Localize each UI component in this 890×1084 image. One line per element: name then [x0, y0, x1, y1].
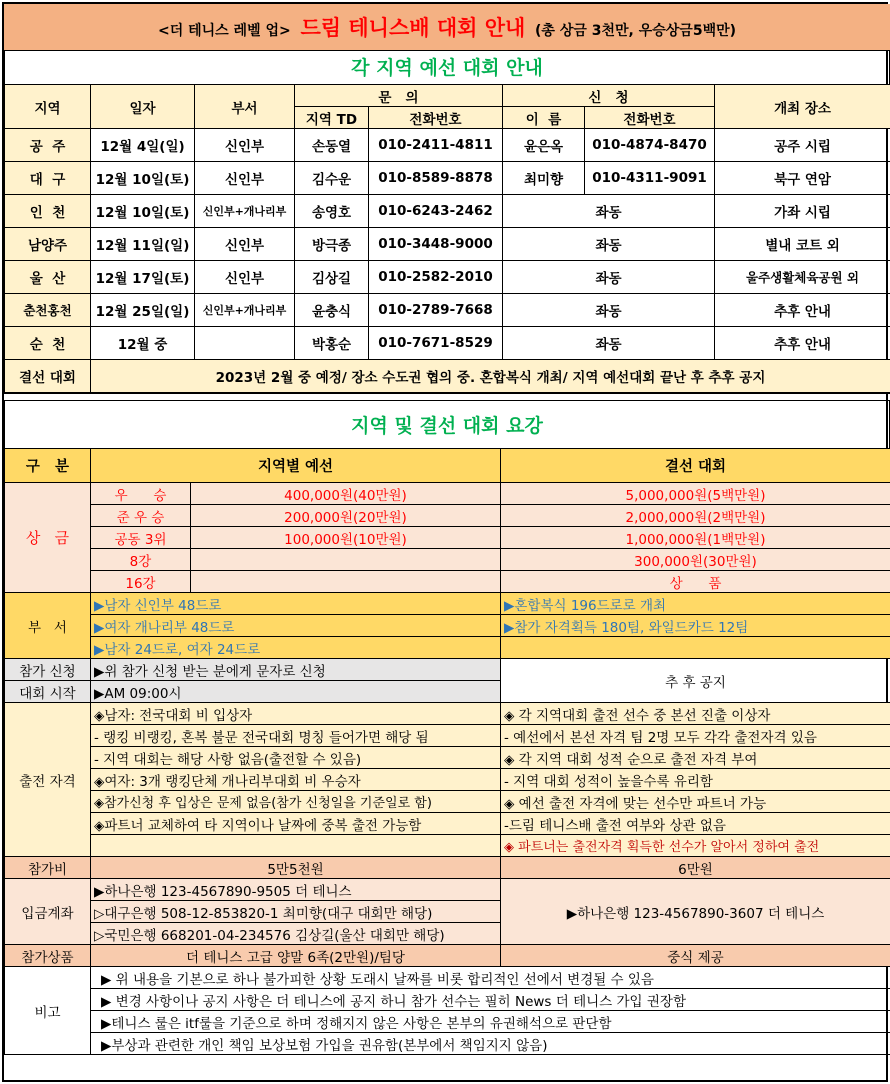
date-cell: 12월 17일(토) — [91, 261, 195, 294]
prize-regional: 200,000원(20만원) — [191, 505, 501, 527]
td-phone-cell: 010-2582-2010 — [369, 261, 503, 294]
region-cell: 공 주 — [5, 129, 91, 162]
notes-item: ▶ 변경 사항이나 공지 사항은 더 테니스에 공지 하니 참가 선수는 필히 News 더 테니스 가입 권장함 — [91, 989, 890, 1011]
account-final: ▶하나은행 123-4567890-3607 더 테니스 — [501, 879, 890, 945]
eligibility-regional-item — [91, 835, 501, 857]
venue-cell: 별내 코트 외 — [715, 228, 890, 261]
prize-rank: 8강 — [91, 549, 191, 571]
col-apply: 신 청 — [503, 85, 715, 107]
division-row — [5, 593, 890, 615]
apply-start-final: 추 후 공지 — [501, 659, 890, 703]
division-cell: 신인부+개나리부 — [195, 294, 295, 327]
division-cell: 신인부 — [195, 228, 295, 261]
apply-same-cell: 좌동 — [503, 261, 715, 294]
eligibility-regional-item: - 랭킹 비랭킹, 혼복 불문 전국대회 명칭 들어가면 해당 됨 — [91, 725, 501, 747]
prize-rank: 공동 3위 — [91, 527, 191, 549]
prize-regional — [191, 571, 501, 593]
col-date: 일자 — [91, 85, 195, 129]
section2-title-bar — [4, 400, 890, 449]
final-label: 결선 대회 — [5, 360, 91, 393]
td-cell: 방극종 — [295, 228, 369, 261]
notes-label: 비고 — [5, 967, 91, 1055]
header-title: 드림 테니스배 대회 안내 — [300, 15, 526, 40]
tournament-notice-sheet — [2, 2, 888, 1082]
notes-item: ▶ 위 내용을 기본으로 하나 불가피한 상황 도래시 날짜를 비롯 합리적인 선에서 변경될 수 있음 — [91, 967, 890, 989]
eligibility-final-item: ◈ 각 지역 대회 성적 순으로 출전 자격 부여 — [501, 747, 890, 769]
rules-table — [4, 448, 890, 1055]
td-cell: 윤충식 — [295, 294, 369, 327]
prize-rank: 준 우 승 — [91, 505, 191, 527]
eligibility-row — [5, 703, 890, 725]
eligibility-regional-item: ◈여자: 3개 랭킹단체 개나리부대회 비 우승자 — [91, 769, 501, 791]
col-final: 결선 대회 — [501, 449, 890, 483]
apply-label: 참가 신청 — [5, 659, 91, 681]
region-cell: 남양주 — [5, 228, 91, 261]
date-cell: 12월 11일(일) — [91, 228, 195, 261]
col-apply-name: 이 름 — [503, 107, 585, 129]
date-cell: 12월 중 — [91, 327, 195, 360]
region-cell: 인 천 — [5, 195, 91, 228]
region-cell: 대 구 — [5, 162, 91, 195]
col-inquiry-td: 지역 TD — [295, 107, 369, 129]
account-regional-item: ▶하나은행 123-4567890-9505 더 테니스 — [91, 879, 501, 901]
td-cell: 송영호 — [295, 195, 369, 228]
eligibility-row — [5, 813, 890, 835]
prize-row — [5, 549, 890, 571]
final-row — [5, 360, 890, 393]
eligibility-regional-item: ◈남자: 전국대회 비 입상자 — [91, 703, 501, 725]
td-cell: 손동열 — [295, 129, 369, 162]
division-final-item: ▶혼합복식 196드로로 개최 — [501, 593, 890, 615]
eligibility-row — [5, 791, 890, 813]
section1-title: 각 지역 예선 대회 안내 — [5, 50, 890, 84]
fee-final: 6만원 — [501, 857, 890, 879]
notes-item: ▶테니스 룰은 itf룰을 기준으로 하며 정해지지 않은 사항은 본부의 유권해석으로 판단함 — [91, 1011, 890, 1033]
fee-label: 참가비 — [5, 857, 91, 879]
prize-label: 상 금 — [5, 483, 91, 593]
td-cell: 박홍순 — [295, 327, 369, 360]
apply-same-cell: 좌동 — [503, 195, 715, 228]
division-row — [5, 615, 890, 637]
start-label: 대회 시작 — [5, 681, 91, 703]
region-cell: 순 천 — [5, 327, 91, 360]
prize-final: 상 품 — [501, 571, 890, 593]
date-cell: 12월 4일(일) — [91, 129, 195, 162]
prize-regional — [191, 549, 501, 571]
fee-row — [5, 857, 890, 879]
prize-regional: 400,000원(40만원) — [191, 483, 501, 505]
apply-name-cell: 윤은옥 — [503, 129, 585, 162]
prize-final: 1,000,000원(1백만원) — [501, 527, 890, 549]
venue-cell: 추후 안내 — [715, 327, 890, 360]
eligibility-final-item: ◈ 예선 출전 자격에 맞는 선수만 파트너 가능 — [501, 791, 890, 813]
prize-final: 2,000,000원(2백만원) — [501, 505, 890, 527]
division-cell — [195, 327, 295, 360]
date-cell: 12월 25일(일) — [91, 294, 195, 327]
division-cell: 신인부+개나리부 — [195, 195, 295, 228]
col-inquiry-phone: 전화번호 — [369, 107, 503, 129]
apply-name-cell: 최미향 — [503, 162, 585, 195]
notes-row — [5, 1011, 890, 1033]
date-cell: 12월 10일(토) — [91, 162, 195, 195]
prize-rank: 우 승 — [91, 483, 191, 505]
venue-cell: 공주 시립 — [715, 129, 890, 162]
gift-row — [5, 945, 890, 967]
apply-phone-cell: 010-4311-9091 — [585, 162, 715, 195]
date-cell: 12월 10일(토) — [91, 195, 195, 228]
td-phone-cell: 010-6243-2462 — [369, 195, 503, 228]
notes-row — [5, 989, 890, 1011]
account-regional-item: ▷국민은행 668201-04-234576 김상길(울산 대회만 해당) — [91, 923, 501, 945]
col-category: 구 분 — [5, 449, 91, 483]
table-row — [5, 327, 890, 360]
col-venue: 개최 장소 — [715, 85, 890, 129]
eligibility-regional-item: - 지역 대회는 해당 사항 없음(출전할 수 있음) — [91, 747, 501, 769]
eligibility-final-item: -드림 테니스배 출전 여부와 상관 없음 — [501, 813, 890, 835]
gift-label: 참가상품 — [5, 945, 91, 967]
eligibility-regional-item: ◈참가신청 후 입상은 문제 없음(참가 신청일을 기준일로 함) — [91, 791, 501, 813]
eligibility-row — [5, 747, 890, 769]
td-cell: 김상길 — [295, 261, 369, 294]
venue-cell: 북구 연암 — [715, 162, 890, 195]
header-banner — [4, 4, 890, 51]
account-row — [5, 879, 890, 901]
final-text: 2023년 2월 중 예정/ 장소 수도권 협의 중. 혼합복식 개최/ 지역 예선대회 끝난 후 추후 공지 — [91, 360, 890, 393]
eligibility-label: 출전 자격 — [5, 703, 91, 857]
eligibility-row — [5, 725, 890, 747]
section1-title-bar — [4, 50, 890, 85]
td-phone-cell: 010-7671-8529 — [369, 327, 503, 360]
eligibility-row — [5, 769, 890, 791]
td-phone-cell: 010-8589-8878 — [369, 162, 503, 195]
eligibility-final-item: ◈ 각 지역대회 출전 선수 중 본선 진출 이상자 — [501, 703, 890, 725]
start-regional: ▶AM 09:00시 — [91, 681, 501, 703]
col-apply-phone: 전화번호 — [585, 107, 715, 129]
notes-row — [5, 1033, 890, 1055]
td-phone-cell: 010-2411-4811 — [369, 129, 503, 162]
account-label: 입금계좌 — [5, 879, 91, 945]
table-row — [5, 294, 890, 327]
header-title-cell — [4, 4, 890, 50]
prize-row — [5, 527, 890, 549]
col-region: 지역 — [5, 85, 91, 129]
prize-final: 5,000,000원(5백만원) — [501, 483, 890, 505]
eligibility-final-item: - 예선에서 본선 자격 팀 2명 모두 각각 출전자격 있음 — [501, 725, 890, 747]
td-phone-cell: 010-3448-9000 — [369, 228, 503, 261]
col-regional: 지역별 예선 — [91, 449, 501, 483]
division-regional-item: ▶남자 24드로, 여자 24드로 — [91, 637, 501, 659]
col-division: 부서 — [195, 85, 295, 129]
prize-row — [5, 571, 890, 593]
region-cell: 울 산 — [5, 261, 91, 294]
gift-regional: 더 테니스 고급 양말 6족(2만원)/팀당 — [91, 945, 501, 967]
venue-cell: 가좌 시립 — [715, 195, 890, 228]
account-regional-item: ▷대구은행 508-12-853820-1 최미향(대구 대회만 해당) — [91, 901, 501, 923]
division-final-empty — [501, 637, 890, 659]
prize-final: 300,000원(30만원) — [501, 549, 890, 571]
division-cell: 신인부 — [195, 261, 295, 294]
apply-same-cell: 좌동 — [503, 228, 715, 261]
prize-row — [5, 505, 890, 527]
table-row — [5, 129, 890, 162]
eligibility-regional-item: ◈파트너 교체하여 타 지역이나 날짜에 중복 출전 가능함 — [91, 813, 501, 835]
apply-same-cell: 좌동 — [503, 294, 715, 327]
division-final-item: ▶참가 자격획득 180팀, 와일드카드 12팀 — [501, 615, 890, 637]
division-label: 부 서 — [5, 593, 91, 659]
prize-row — [5, 483, 890, 505]
gift-final: 중식 제공 — [501, 945, 890, 967]
fee-regional: 5만5천원 — [91, 857, 501, 879]
division-row — [5, 637, 890, 659]
apply-row — [5, 659, 890, 681]
schedule-table — [4, 84, 890, 393]
eligibility-row — [5, 835, 890, 857]
venue-cell: 추후 안내 — [715, 294, 890, 327]
header-prefix: <더 테니스 레벨 업> — [157, 22, 291, 39]
notes-row — [5, 967, 890, 989]
apply-same-cell: 좌동 — [503, 327, 715, 360]
header-suffix: (총 상금 3천만, 우승상금5백만) — [535, 22, 737, 39]
table-row — [5, 195, 890, 228]
table-row — [5, 162, 890, 195]
eligibility-final-item: - 지역 대회 성적이 높을수록 유리함 — [501, 769, 890, 791]
region-cell: 춘천홍천 — [5, 294, 91, 327]
apply-phone-cell: 010-4874-8470 — [585, 129, 715, 162]
notes-item: ▶부상과 관련한 개인 책임 보상보험 가입을 권유함(본부에서 책임지지 않음) — [91, 1033, 890, 1055]
division-regional-item: ▶여자 개나리부 48드로 — [91, 615, 501, 637]
prize-rank: 16강 — [91, 571, 191, 593]
td-phone-cell: 010-2789-7668 — [369, 294, 503, 327]
prize-regional: 100,000원(10만원) — [191, 527, 501, 549]
division-cell: 신인부 — [195, 129, 295, 162]
table-row — [5, 228, 890, 261]
venue-cell: 울주생활체육공원 외 — [715, 261, 890, 294]
apply-regional: ▶위 참가 신청 받는 분에게 문자로 신청 — [91, 659, 501, 681]
td-cell: 김수운 — [295, 162, 369, 195]
eligibility-final-item: ◈ 파트너는 출전자격 획득한 선수가 알아서 정하여 출전 — [501, 835, 890, 857]
division-regional-item: ▶남자 신인부 48드로 — [91, 593, 501, 615]
col-inquiry: 문 의 — [295, 85, 503, 107]
table-row — [5, 261, 890, 294]
division-cell: 신인부 — [195, 162, 295, 195]
section2-title: 지역 및 결선 대회 요강 — [5, 401, 890, 449]
